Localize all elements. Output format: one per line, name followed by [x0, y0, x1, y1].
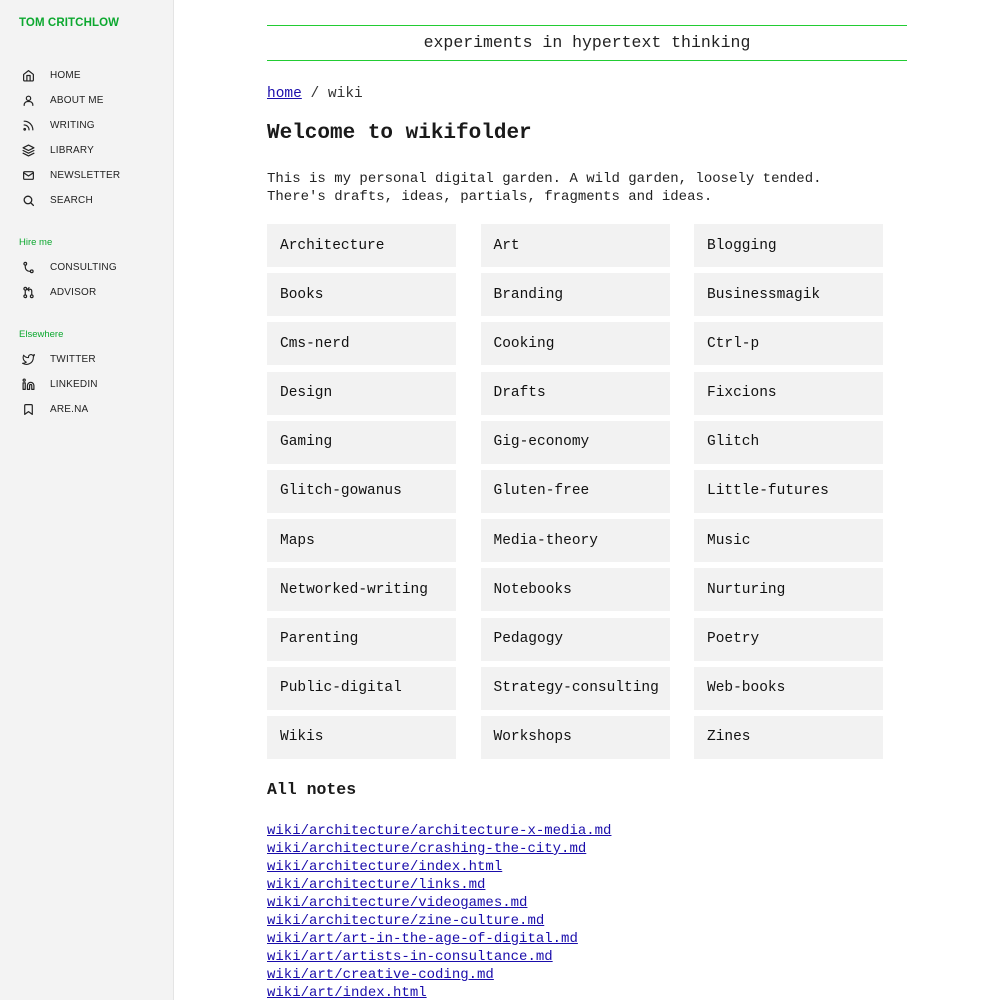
site-brand-link[interactable]: TOM CRITCHLOW [19, 17, 120, 29]
folder-tile[interactable]: Notebooks [481, 568, 670, 611]
list-item [267, 839, 611, 857]
breadcrumb [267, 86, 363, 102]
home-icon [19, 66, 37, 84]
list-item [267, 965, 611, 983]
nav-item-consulting[interactable] [19, 257, 169, 277]
user-icon [19, 91, 37, 109]
list-item [267, 875, 611, 893]
folder-tile[interactable]: Branding [481, 273, 670, 316]
twitter-icon [19, 350, 37, 368]
folder-tile[interactable]: Cms-nerd [267, 322, 456, 365]
nav-item-label: NEWSLETTER [50, 169, 121, 181]
folder-tile[interactable]: Fixcions [694, 372, 883, 415]
nav-item-label: TWITTER [50, 353, 96, 365]
nav-item-label: SEARCH [50, 194, 93, 206]
nav-item-home[interactable] [19, 65, 169, 85]
nav-item-search[interactable] [19, 190, 169, 210]
list-item [267, 947, 611, 965]
git-pull-request-icon [19, 283, 37, 301]
nav-item-label: ADVISOR [50, 286, 97, 298]
folder-tile[interactable]: Media-theory [481, 519, 670, 562]
note-link[interactable]: wiki/art/creative-coding.md [267, 967, 494, 983]
nav-item-advisor[interactable] [19, 282, 169, 302]
elsewhere-heading: Elsewhere [19, 329, 64, 340]
nav-item-newsletter[interactable] [19, 165, 169, 185]
folder-tile[interactable]: Pedagogy [481, 618, 670, 661]
search-icon [19, 191, 37, 209]
rss-icon [19, 116, 37, 134]
folder-tile[interactable]: Gaming [267, 421, 456, 464]
folder-tile[interactable]: Workshops [481, 716, 670, 759]
note-link[interactable]: wiki/art/art-in-the-age-of-digital.md [267, 931, 578, 947]
nav-item-arena[interactable] [19, 399, 169, 419]
hire-me-heading: Hire me [19, 237, 53, 248]
list-item [267, 929, 611, 947]
folder-tile[interactable]: Glitch [694, 421, 883, 464]
nav-item-about-me[interactable] [19, 90, 169, 110]
folder-tile[interactable]: Parenting [267, 618, 456, 661]
nav-item-label: ABOUT ME [50, 94, 104, 106]
nav-item-label: CONSULTING [50, 261, 117, 273]
breadcrumb-separator: / [310, 86, 320, 102]
nav-item-label: WRITING [50, 119, 95, 131]
breadcrumb-home-link[interactable]: home [267, 86, 302, 102]
nav-item-linkedin[interactable] [19, 374, 169, 394]
bookmark-icon [19, 400, 37, 418]
list-item [267, 983, 611, 1001]
list-item [267, 893, 611, 911]
layers-icon [19, 141, 37, 159]
note-link[interactable]: wiki/architecture/zine-culture.md [267, 913, 545, 929]
linkedin-icon [19, 375, 37, 393]
folder-tile[interactable]: Ctrl-p [694, 322, 883, 365]
nav-item-label: LIBRARY [50, 144, 95, 156]
page-title: Welcome to wikifolder [267, 122, 532, 145]
note-link[interactable]: wiki/art/artists-in-consultance.md [267, 949, 553, 965]
nav-item-label: ARE.NA [50, 403, 89, 415]
breadcrumb-current: wiki [327, 86, 363, 102]
folder-tile[interactable]: Blogging [694, 224, 883, 267]
folder-tile[interactable]: Art [481, 224, 670, 267]
folder-tile[interactable]: Maps [267, 519, 456, 562]
git-commit-icon [19, 258, 37, 276]
folder-tile[interactable]: Nurturing [694, 568, 883, 611]
folder-tile[interactable]: Strategy-consulting [481, 667, 670, 710]
folder-tile[interactable]: Gluten-free [481, 470, 670, 513]
folder-tile[interactable]: Design [267, 372, 456, 415]
nav-item-label: HOME [50, 69, 81, 81]
all-notes-heading: All notes [267, 780, 357, 799]
folder-tile[interactable]: Gig-economy [481, 421, 670, 464]
nav-item-label: LINKEDIN [50, 378, 98, 390]
list-item [267, 911, 611, 929]
folder-tile[interactable]: Businessmagik [694, 273, 883, 316]
site-tagline: experiments in hypertext thinking [267, 25, 907, 61]
list-item [267, 857, 611, 875]
folder-tile[interactable]: Public-digital [267, 667, 456, 710]
list-item [267, 821, 611, 839]
note-link[interactable]: wiki/architecture/architecture-x-media.md [267, 823, 612, 839]
folder-tile[interactable]: Cooking [481, 322, 670, 365]
folder-tile[interactable]: Books [267, 273, 456, 316]
folder-tile[interactable]: Zines [694, 716, 883, 759]
folder-tile[interactable]: Little-futures [694, 470, 883, 513]
folder-tile[interactable]: Poetry [694, 618, 883, 661]
mail-icon [19, 166, 37, 184]
folder-tile[interactable]: Music [694, 519, 883, 562]
note-link[interactable]: wiki/architecture/index.html [267, 859, 503, 875]
folder-tile[interactable]: Drafts [481, 372, 670, 415]
nav-item-library[interactable] [19, 140, 169, 160]
note-link[interactable]: wiki/architecture/links.md [267, 877, 486, 893]
folder-grid [267, 224, 883, 759]
sidebar [0, 0, 174, 1000]
note-link[interactable]: wiki/architecture/crashing-the-city.md [267, 841, 587, 857]
folder-tile[interactable]: Glitch-gowanus [267, 470, 456, 513]
folder-tile[interactable]: Wikis [267, 716, 456, 759]
intro-paragraph: This is my personal digital garden. A wild garden, loosely tended. There's drafts, ideas, partials, fragments and ideas. [267, 171, 822, 205]
nav-item-twitter[interactable] [19, 349, 169, 369]
folder-tile[interactable]: Networked-writing [267, 568, 456, 611]
notes-list [267, 821, 611, 1001]
note-link[interactable]: wiki/architecture/videogames.md [267, 895, 528, 911]
note-link[interactable]: wiki/art/index.html [267, 985, 427, 1001]
nav-item-writing[interactable] [19, 115, 169, 135]
folder-tile[interactable]: Web-books [694, 667, 883, 710]
folder-tile[interactable]: Architecture [267, 224, 456, 267]
